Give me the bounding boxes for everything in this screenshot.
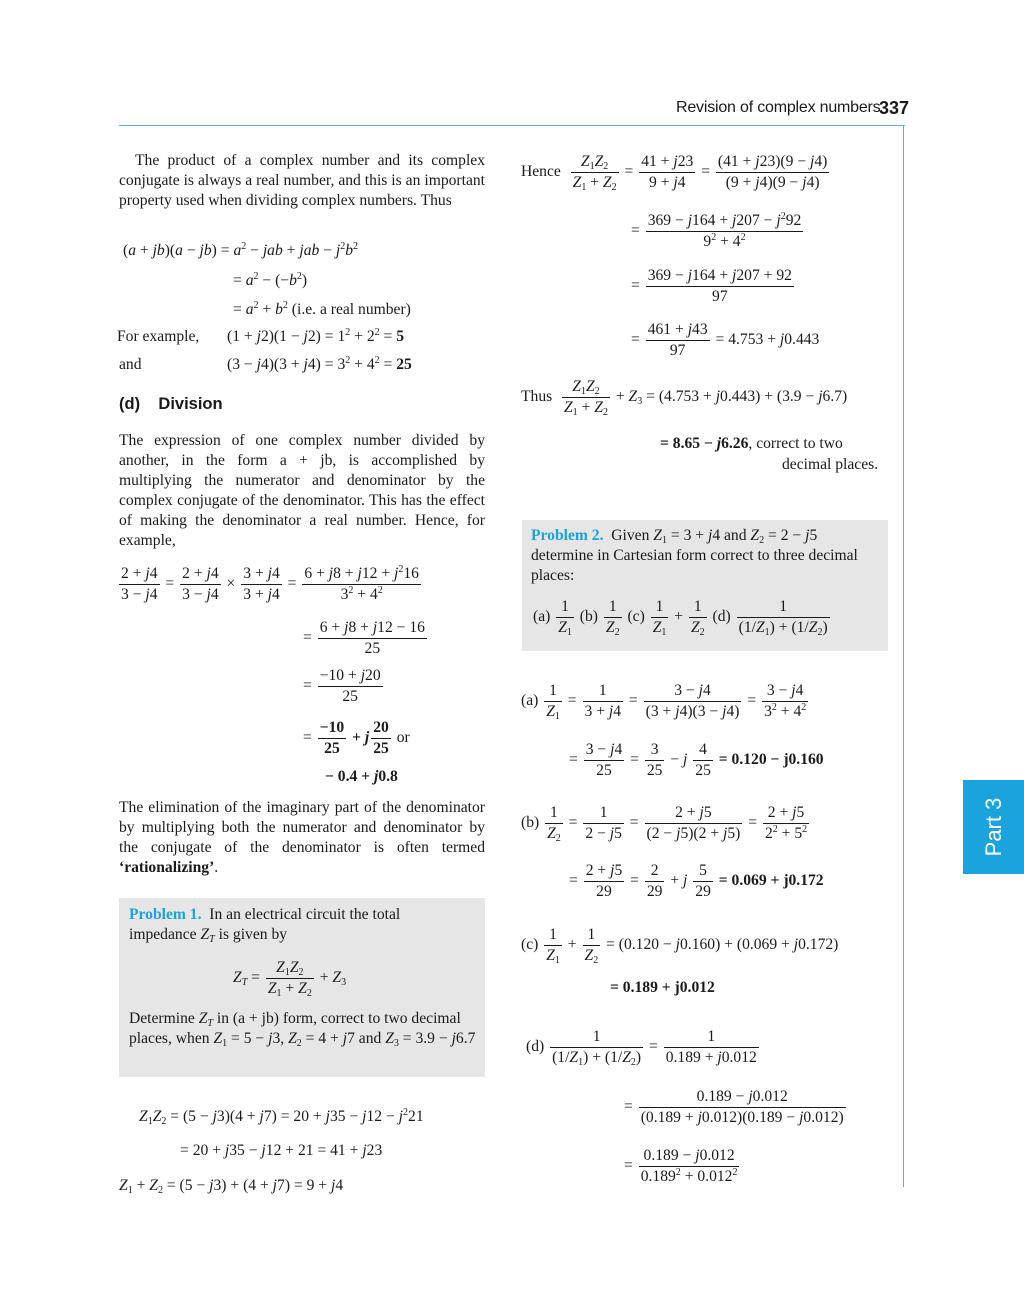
elimination-text: The elimination of the imaginary part of the denominator by multiplying both the numerator and denominator by the conjugate of the denominator is often termed (119, 799, 485, 856)
result-note-line2: decimal places. (782, 456, 879, 473)
conjugate-step2: = $a^2 - (-b^2)$ (233, 271, 308, 289)
and-label: and (119, 356, 142, 373)
division-example-eq3: = $\frac{-10 + j20}{25}$ (303, 667, 381, 705)
part-a-eq2: = $\frac{3 - j4}{25}$ = $\frac{3}{25}$ − j $\frac{4}{25}$ = 0.120 − j0.160 (569, 741, 824, 779)
section-heading-division: (d) Division (119, 395, 223, 413)
thus-label: Thus (521, 388, 553, 406)
part-c-eq1: (c) $\frac{1}{Z_1}$ + $\frac{1}{Z_2}$ = (0.120 − j0.160) + (0.069 + j0.172) (521, 926, 839, 966)
real-note: (i.e. a real number) (291, 301, 411, 318)
problem1-zt-eq: $Z_T$ = $\frac{Z_1Z_2}{Z_1 + Z_2}$ + $Z_3$ (233, 959, 347, 999)
hence-eq: Hence $\frac{Z_1Z_2}{Z_1 + Z_2}$ = $\frac{41 + j23}{9 + j4}$ = $\frac{(41 + j23)(9 - j4)}{(9 + j4)(9 - j4)}$ (521, 153, 828, 193)
result-note: , correct to two (748, 435, 843, 452)
problem2-label: Problem 2. (531, 527, 604, 544)
problem2-statement: Problem 2. Given $Z_1 = 3 + j4$ and $Z_2 = 2 - j5$ determine in Cartesian form correct to three decimal places: (531, 527, 858, 584)
division-paragraph: The expression of one complex number divided by another, in the form a + jb, is accomplished by multiplying the numerator and denominator by the complex conjugate of the denominator. This has the effect of making the denominator a real number. Hence, for example, (119, 432, 485, 549)
part-b-answer: = 0.069 + j0.172 (718, 872, 824, 890)
part-b-eq1: (b) $\frac{1}{Z_2}$ = $\frac{1}{2 - j5}$ = $\frac{2 + j5}{(2 - j5)(2 + j5)}$ = $\frac{2 + j5}{2^2 + 5^2}$ (521, 804, 808, 844)
part-d-eq2: = $\frac{0.189 - j0.012}{(0.189 + j0.012)(0.189 - j0.012)}$ (624, 1088, 844, 1126)
problem1-determine: Determine $Z_T$ in (a + jb) form, correct to two decimal places, when $Z_1 = 5 - j3$, $Z_2 = 4 + j7$ and $Z_3 = 3.9 - j6.7$ (129, 1010, 476, 1049)
problem1-result: = 8.65 − j6.26, correct to two (660, 435, 843, 452)
problem2-text: Given (611, 527, 650, 544)
header-rule (119, 125, 905, 126)
rationalizing-term: ‘rationalizing’ (119, 859, 215, 876)
part-tab[interactable] (963, 780, 1024, 874)
division-example-eq2: = $\frac{6 + j8 + j12 - 16}{25}$ (303, 619, 425, 657)
running-header-title: Revision of complex numbers (676, 99, 881, 116)
page-number: 337 (879, 98, 910, 118)
hence-step4: = $\frac{461 + j43}{97}$ = 4.753 + j0.443 (631, 321, 820, 359)
example1-eq: $(1 + j2)(1 - j2) = 1^2 + 2^2 = 5$ (227, 327, 405, 345)
problem1-text2: is given by (218, 926, 288, 943)
intro-paragraph: The product of a complex number and its complex conjugate is always a real number, and this is an important property used when dividing complex numbers. Thus (119, 152, 485, 209)
part-a-eq1: (a) $\frac{1}{Z_1}$ = $\frac{1}{3 + j4}$ = $\frac{3 - j4}{(3 + j4)(3 - j4)}$ = $\frac{3 - j4}{3^2 + 4^2}$ (521, 682, 807, 722)
problem2-parts: (a) $\frac{1}{Z_1}$ (b) $\frac{1}{Z_2}$ (c) $\frac{1}{Z_1}$ + $\frac{1}{Z_2}$ (d) $\frac{1}{(1/Z_1) + (1/Z_2)}$ (533, 598, 828, 638)
for-example-label: For example, (117, 328, 200, 345)
part-a-answer: = 0.120 − j0.160 (718, 751, 824, 769)
problem1-label: Problem 1. (129, 906, 202, 923)
z1z2-product-step2: = 20 + j35 − j12 + 21 = 41 + j23 (180, 1142, 383, 1159)
z1z2-product-eq: $Z_1Z_2 = (5 - j3)(4 + j7) = 20 + j35 - j12 - j^221$ (139, 1107, 424, 1127)
part-b-eq2: = $\frac{2 + j5}{29}$ = $\frac{2}{29}$ + j $\frac{5}{29}$ = 0.069 + j0.172 (569, 862, 824, 900)
problem2-text2: determine in Cartesian form correct to three decimal places: (531, 547, 858, 584)
part-d-eq3: = $\frac{0.189 - j0.012}{0.189^2 + 0.012^2}$ (624, 1147, 738, 1185)
problem1-text4: in (a + jb) form, correct to two decimal places, when (129, 1010, 461, 1047)
example2-eq: $(3 - j4)(3 + j4) = 3^2 + 4^2 = 25$ (227, 355, 412, 373)
conjugate-step3: = $a^2 + b^2$ (i.e. a real number) (233, 300, 411, 318)
part-tab-label: Part 3 (980, 797, 1006, 857)
part-c-answer: = 0.189 + j0.012 (610, 979, 715, 996)
division-example-eq4: = $\frac{-10}{25}$ + j $\frac{20}{25}$ or (303, 719, 410, 757)
elimination-paragraph: The elimination of the imaginary part of the denominator by multiplying both the numerator and denominator by the conjugate of the denominator is often termed ‘rationalizing’. (119, 799, 485, 876)
hence-label: Hence (521, 163, 561, 181)
hence-step2: = $\frac{369 - j164 + j207 - j^292}{9^2 + 4^2}$ (631, 211, 802, 250)
division-example-eq1: $\frac{2 + j4}{3 - j4}$ = $\frac{2 + j4}{3 - j4}$ × $\frac{3 + j4}{3 + j4}$ = $\frac{6 + j8 + j12 + j^216}{3^2 + 4^2}$ (121, 564, 419, 603)
division-result: − 0.4 + j0.8 (325, 768, 398, 785)
problem1-text3: Determine (129, 1010, 195, 1027)
problem1-statement: Problem 1. In an electrical circuit the total impedance $Z_T$ is given by (129, 906, 401, 945)
hence-step3: = $\frac{369 - j164 + j207 + 92}{97}$ (631, 267, 792, 305)
conjugate-product-eq: $(a + jb)(a - jb) = a^2$ − jab + jab − $j^2b^2$ (123, 241, 359, 259)
part-d-eq1: (d) $\frac{1}{(1/Z_1) + (1/Z_2)}$ = $\frac{1}{0.189 + j0.012}$ (526, 1028, 757, 1068)
problem1-text1: In an electrical circuit the total impedance (129, 906, 401, 943)
thus-eq: Thus $\frac{Z_1Z_2}{Z_1 + Z_2}$ + $Z_3 = (4.753 + j0.443) + (3.9 - j6.7)$ (521, 378, 848, 418)
margin-rule (903, 125, 904, 1187)
or-label: or (396, 729, 410, 747)
z1z2-sum-eq: $Z_1 + Z_2 = (5 - j3) + (4 + j7) = 9 + j4$ (119, 1177, 344, 1196)
